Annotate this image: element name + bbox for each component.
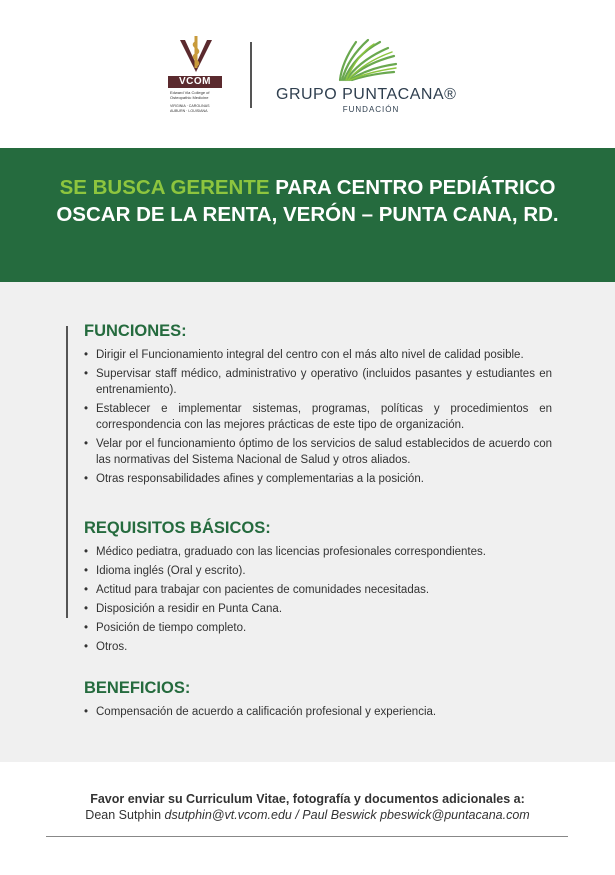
header: [0, 0, 615, 148]
list-item: • Otras responsabilidades afines y complementarias a la posición.: [84, 471, 552, 487]
footer-contacts: [0, 808, 615, 822]
list-item: • Establecer e implementar sistemas, programas, políticas y procedimientos en correspondencia con las mejores prácticas de este tipo de organización.: [84, 401, 552, 433]
list-item: • Compensación de acuerdo a calificación profesional y experiencia.: [84, 704, 552, 720]
title-rest: PARA CENTRO PEDIÁTRICO OSCAR DE LA RENTA, VERÓN – PUNTA CANA, RD.: [56, 176, 559, 226]
list-item: • Médico pediatra, graduado con las licencias profesionales correspondientes.: [84, 544, 552, 560]
beneficios-list: [84, 704, 552, 720]
list-item: • Velar por el funcionamiento óptimo de los servicios de salud establecidos de acuerdo con las normativas del Sistema Nacional de Salud y otros aliados.: [84, 436, 552, 468]
email-sutphin-link[interactable]: dsutphin@vt.vcom.edu: [164, 808, 292, 822]
title-banner: [0, 148, 615, 282]
footer-divider: [46, 836, 568, 837]
title-highlight: SE BUSCA GERENTE: [59, 176, 270, 199]
list-item: • Idioma inglés (Oral y escrito).: [84, 563, 552, 579]
vcom-logo: [168, 36, 222, 116]
beneficios-heading: BENEFICIOS:: [84, 679, 191, 697]
fundacion-label: FUNDACIÓN: [342, 105, 400, 114]
funciones-heading: FUNCIONES:: [84, 322, 187, 340]
main-content: [0, 282, 615, 762]
contact-name-sutphin: Dean Sutphin: [85, 808, 165, 822]
grupo-puntacana-name: GRUPO PUNTACANA®: [276, 86, 457, 103]
footer-instruction: Favor enviar su Curriculum Vitae, fotografía y documentos adicionales a:: [90, 792, 525, 806]
requisitos-section: [84, 519, 552, 658]
beneficios-section: [84, 679, 552, 723]
list-item: • Supervisar staff médico, administrativo y operativo (incluidos pasantes y estudiantes en entrenamiento).: [84, 366, 552, 398]
list-item: • Otros.: [84, 639, 552, 655]
list-item: • Dirigir el Funcionamiento integral del centro con el más alto nivel de calidad posible.: [84, 347, 552, 363]
requisitos-list: [84, 544, 552, 655]
vcom-wordmark: VCOM: [168, 76, 222, 88]
grupo-puntacana-logo: [276, 36, 466, 116]
palm-leaf-icon: [334, 36, 400, 84]
footer: [0, 762, 615, 875]
funciones-section: [84, 322, 552, 490]
left-accent-rule: [66, 326, 68, 618]
logo-divider: [250, 42, 252, 108]
page-title: [30, 174, 585, 228]
requisitos-heading: REQUISITOS BÁSICOS:: [84, 519, 271, 537]
funciones-list: [84, 347, 552, 487]
vcom-shield-icon: [174, 36, 218, 76]
email-beswick-link[interactable]: pbeswick@puntacana.com: [380, 808, 530, 822]
contact-separator: / Paul Beswick: [291, 808, 381, 822]
vcom-subtitle: Edward Via College of Osteopathic Medicine: [170, 90, 210, 100]
list-item: • Actitud para trabajar con pacientes de comunidades necesitadas.: [84, 582, 552, 598]
list-item: • Posición de tiempo completo.: [84, 620, 552, 636]
list-item: • Disposición a residir en Punta Cana.: [84, 601, 552, 617]
vcom-states: VIRGINIA · CAROLINAS AUBURN · LOUISIANA: [170, 104, 210, 113]
